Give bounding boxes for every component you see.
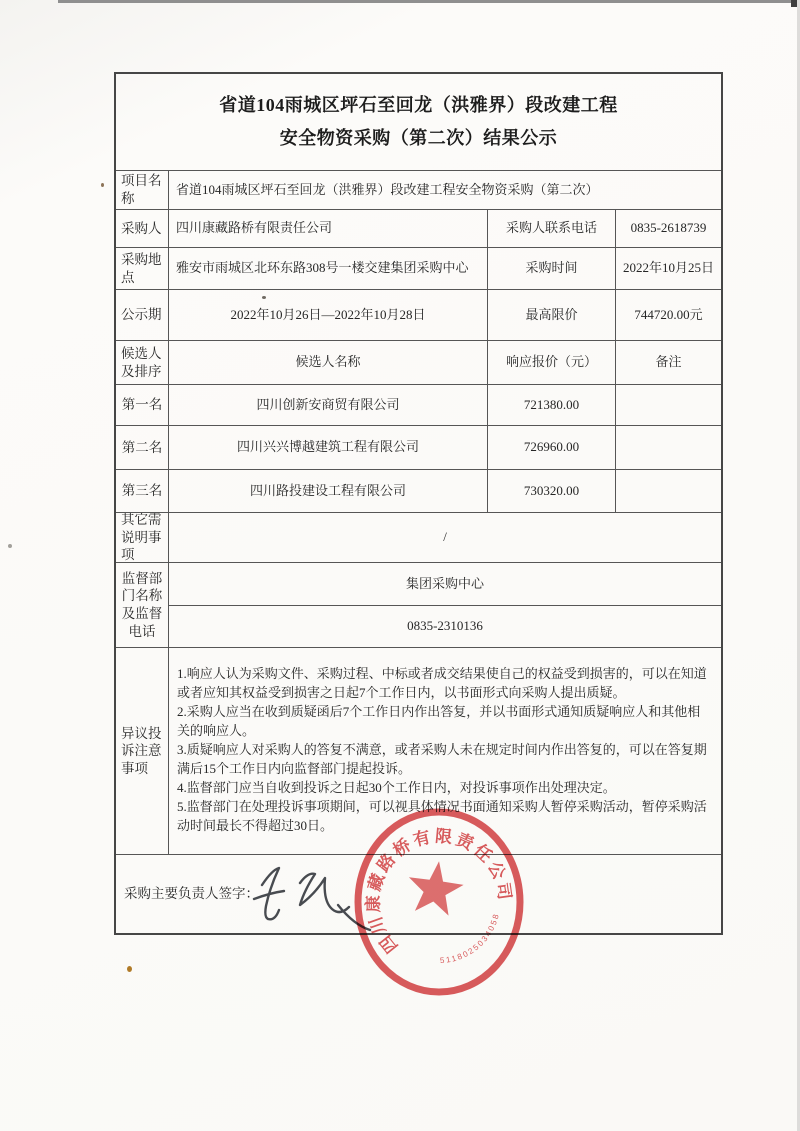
project-name-label: 项目名称 bbox=[116, 171, 169, 210]
supervision-label: 监督部门名称及监督电话 bbox=[116, 563, 169, 648]
rank-3-note bbox=[616, 470, 721, 513]
rank-3-price: 730320.00 bbox=[488, 470, 616, 513]
purchaser-value: 四川康藏路桥有限责任公司 bbox=[169, 210, 488, 248]
paper-speck bbox=[8, 544, 12, 548]
rank-1-price: 721380.00 bbox=[488, 385, 616, 426]
candidates-header-price: 响应报价（元） bbox=[488, 341, 616, 385]
supervision-dept: 集团采购中心 bbox=[169, 563, 721, 606]
signature-label: 采购主要负责人签字： bbox=[124, 886, 259, 902]
rank-3-name: 四川路投建设工程有限公司 bbox=[169, 470, 488, 513]
purchase-time-value: 2022年10月25日 bbox=[616, 248, 721, 290]
location-value: 雅安市雨城区北环东路308号一楼交建集团采购中心 bbox=[169, 248, 488, 290]
rank-3-label: 第三名 bbox=[116, 470, 169, 513]
objection-line-5: 5.监督部门在处理投诉事项期间，可以视具体情况书面通知采购人暂停采购活动，暂停采购活动时间最长不得超过30日。 bbox=[177, 798, 707, 833]
location-label: 采购地点 bbox=[116, 248, 169, 290]
objection-line-1: 1.响应人认为采购文件、采购过程、中标或者成交结果使自己的权益受到损害的，可以在知道或者应知其权益受到损害之日起7个工作日内，以书面形式向采购人提出质疑。 bbox=[177, 666, 707, 700]
paper-speck bbox=[101, 183, 104, 187]
candidates-header-label: 候选人及排序 bbox=[116, 341, 169, 385]
publicity-period-value: 2022年10月26日—2022年10月28日 bbox=[169, 290, 488, 341]
rank-2-price: 726960.00 bbox=[488, 426, 616, 470]
stamp-code: 5118025034058 bbox=[439, 911, 502, 966]
company-stamp bbox=[337, 790, 549, 1022]
candidates-header-note: 备注 bbox=[616, 341, 721, 385]
objection-label: 异议投诉注意事项 bbox=[116, 648, 169, 855]
project-name-value: 省道104雨城区坪石至回龙（洪雅界）段改建工程安全物资采购（第二次） bbox=[169, 171, 721, 210]
rank-2-label: 第二名 bbox=[116, 426, 169, 470]
purchase-time-label: 采购时间 bbox=[488, 248, 616, 290]
objection-line-4: 4.监督部门应当自收到投诉之日起30个工作日内，对投诉事项作出处理决定。 bbox=[177, 779, 616, 795]
rank-1-name: 四川创新安商贸有限公司 bbox=[169, 385, 488, 426]
max-price-label: 最高限价 bbox=[488, 290, 616, 341]
objection-line-2: 2.采购人应当在收到质疑函后7个工作日内作出答复，并以书面形式通知质疑响应人和其他相关的响应人。 bbox=[177, 703, 701, 738]
max-price-value: 744720.00元 bbox=[616, 290, 721, 341]
other-notes-value: / bbox=[169, 513, 721, 563]
paper-speck bbox=[127, 966, 132, 972]
rank-2-name: 四川兴兴博越建筑工程有限公司 bbox=[169, 426, 488, 470]
title-line-2: 安全物资采购（第二次）结果公示 bbox=[279, 127, 558, 148]
candidates-header-name: 候选人名称 bbox=[169, 341, 488, 385]
stamp-star-icon bbox=[404, 857, 466, 917]
objection-line-3: 3.质疑响应人对采购人的答复不满意，或者采购人未在规定时间内作出答复的，可以在答复期满后15个工作日内向监督部门提起投诉。 bbox=[177, 741, 707, 776]
document-title bbox=[116, 74, 721, 171]
stamp-company-name: 四川康藏路桥有限责任公司 bbox=[363, 826, 515, 957]
purchaser-phone-value: 0835-2618739 bbox=[616, 210, 721, 248]
purchaser-phone-label: 采购人联系电话 bbox=[488, 210, 616, 248]
other-notes-label: 其它需说明事项 bbox=[116, 513, 169, 563]
rank-1-label: 第一名 bbox=[116, 385, 169, 426]
supervision-phone: 0835-2310136 bbox=[169, 606, 721, 648]
publicity-period-label: 公示期 bbox=[116, 290, 169, 341]
rank-1-note bbox=[616, 385, 721, 426]
title-line-1: 省道104雨城区坪石至回龙（洪雅界）段改建工程 bbox=[219, 95, 618, 116]
rank-2-note bbox=[616, 426, 721, 470]
purchaser-label: 采购人 bbox=[116, 210, 169, 248]
scan-edge-artifact bbox=[58, 0, 800, 3]
